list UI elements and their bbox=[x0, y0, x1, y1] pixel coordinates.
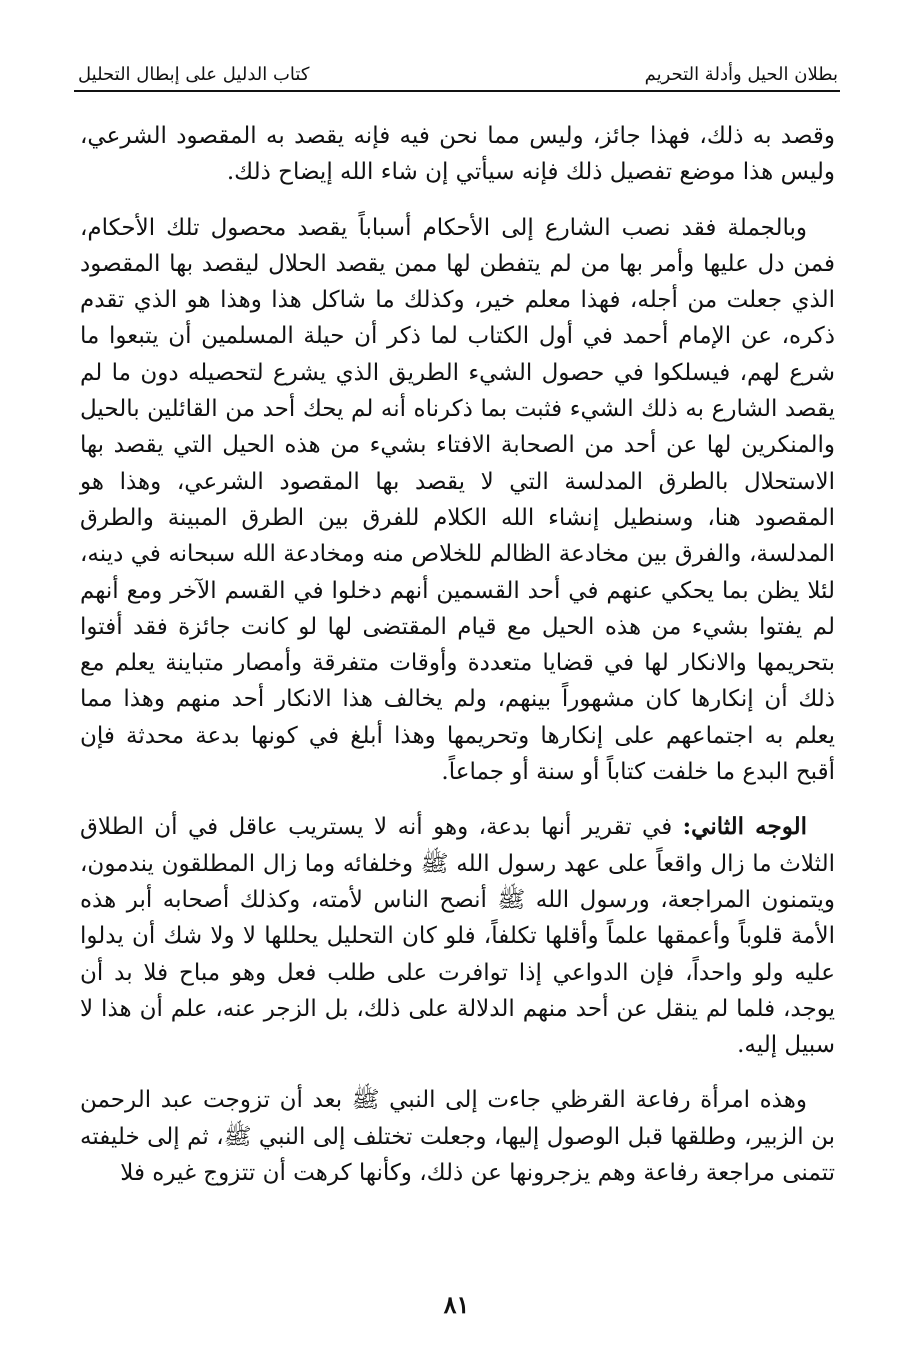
body-text bbox=[80, 118, 835, 1191]
header-divider bbox=[74, 90, 840, 92]
paragraph-4 bbox=[80, 1082, 835, 1191]
header-left-title: كتاب الدليل على إبطال التحليل bbox=[78, 64, 310, 85]
paragraph-2-text: وبالجملة فقد نصب الشارع إلى الأحكام أسباباً يقصد محصول تلك الأحكام، فمن دل عليها وأمر بها من لم يتفطن لها ممن يقصد الحلال ليقصد بها المقصود الذي جعلت من أجله، فهذا معلم خير، وكذلك ما شاكل هذا وهذا هو الذي تقدم ذكره، عن الإمام أحمد في أول الكتاب لما ذكر أن حيلة المسلمين أن يتبعوا ما شرع لهم، فيسلكوا في حصول الشيء الطريق الذي يشرع لتحصيله دون ما لم يقصد الشارع به ذلك الشيء فثبت بما ذكرناه أنه لم يحك أحد من القائلين بالحيل والمنكرين لها عن أحد من الصحابة الافتاء بشيء من هذه الحيل التي يقصد بها الاستحلال بالطرق المدلسة التي لا يقصد بها المقصود الشرعي، وهذا هو المقصود هنا، وسنطيل إنشاء الله الكلام للفرق بين الطرق المبينة والطرق المدلسة، والفرق بين مخادعة الظالم للخلاص منه ومخادعة الله سبحانه في دينه، لئلا يظن بما يحكي عنهم في أحد القسمين أنهم دخلوا في القسم الآخر ومع أنهم لم يفتوا بشيء من هذه الحيل مع قيام المقتضى لها لو كانت جائزة فقد أفتوا بتحريمها والانكار لها في قضايا متعددة وأوقات متفرقة وأمصار متباينة يعلم مع ذلك أن إنكارها كان مشهوراً بينهم، ولم يخالف هذا الانكار أحد منهم وهذا مما يعلم به اجتماعهم على إنكارها وتحريمها وهذا أبلغ في كونها بدعة محدثة فإن أقبح البدع ما خلفت كتاباً أو سنة أو جماعاً. bbox=[80, 214, 835, 786]
page-number: ٨١ bbox=[443, 1290, 470, 1319]
paragraph-4-text: وهذه امرأة رفاعة القرظي جاءت إلى النبي ﷺ بعد أن تزوجت عبد الرحمن بن الزبير، وطلقها قبل الوصول إليها، وجعلت تختلف إلى النبي ﷺ، ثم إلى خليفته تتمنى مراجعة رفاعة وهم يزجرونها عن ذلك، وكأنها كرهت أن تتزوج غيره فلا bbox=[80, 1087, 835, 1187]
paragraph-3 bbox=[80, 809, 835, 1063]
paragraph-1-text: وقصد به ذلك، فهذا جائز، وليس مما نحن فيه فإنه يقصد به المقصود الشرعي، وليس هذا موضع تفصيل ذلك فإنه سيأتي إن شاء الله إيضاح ذلك. bbox=[80, 123, 835, 186]
running-header bbox=[78, 58, 838, 88]
paragraph-2 bbox=[80, 210, 835, 791]
paragraph-1 bbox=[80, 118, 835, 191]
paragraph-3-text: في تقرير أنها بدعة، وهو أنه لا يستريب عاقل في أن الطلاق الثلاث ما زال واقعاً على عهد رسول الله ﷺ وخلفائه وما زال المطلقون يندمون، ويتمنون المراجعة، ورسول الله ﷺ أنصح الناس لأمته، وكذلك أصحابه أبر هذه الأمة قلوباً وأعمقها علماً وأقلها تكلفاً، فلو كان التحليل يحللها لا ولا شك أن يدلوا عليه ولو واحداً، فإن الدواعي إذا توافرت على طلب فعل وهو مباح فلا بد أن يوجد، فلما لم ينقل عن أحد منهم الدلالة على ذلك، بل الزجر عنه، علم أن هذا لا سبيل إليه. bbox=[80, 814, 836, 1059]
paragraph-3-lead: الوجه الثاني: bbox=[682, 813, 808, 841]
header-right-title: بطلان الحيل وأدلة التحريم bbox=[644, 64, 838, 85]
